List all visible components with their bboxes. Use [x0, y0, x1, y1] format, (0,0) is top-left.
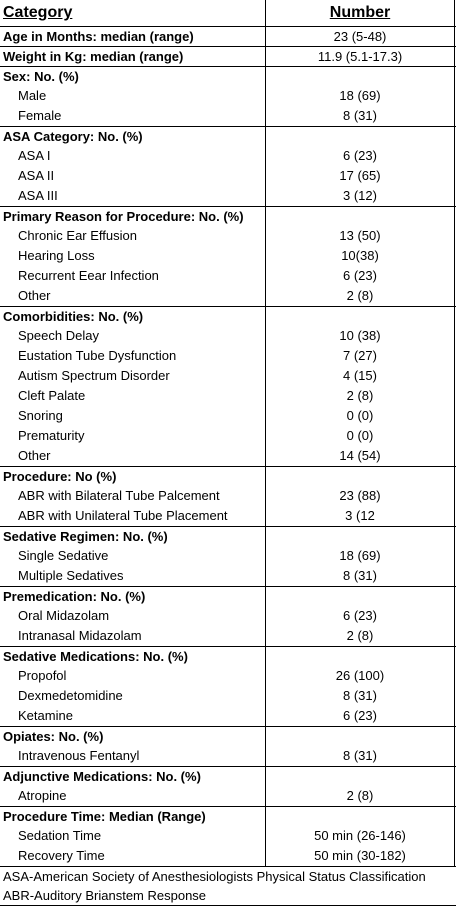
footnote-text: ABR-Auditory Brianstem Response — [3, 888, 207, 903]
row-label: Multiple Sedatives — [0, 566, 266, 586]
row-label: Cleft Palate — [0, 386, 266, 406]
row-value: 8 (31) — [266, 106, 455, 126]
table-row — [0, 486, 456, 506]
row-value — [266, 307, 455, 327]
table-row — [0, 366, 456, 386]
section-header-row — [0, 586, 456, 606]
table-row — [0, 386, 456, 406]
row-label: Chronic Ear Effusion — [0, 226, 266, 246]
table-row — [0, 626, 456, 646]
section-header-row — [0, 526, 456, 546]
table-row — [0, 406, 456, 426]
row-value: 17 (65) — [266, 166, 455, 186]
section-header-row — [0, 66, 456, 86]
row-label: Intravenous Fentanyl — [0, 746, 266, 766]
section-header-row — [0, 766, 456, 786]
row-value — [266, 727, 455, 747]
row-label: Sedative Regimen: No. (%) — [0, 527, 266, 547]
row-value: 11.9 (5.1-17.3) — [266, 47, 455, 67]
row-label: Oral Midazolam — [0, 606, 266, 626]
table-row — [0, 266, 456, 286]
row-label: Speech Delay — [0, 326, 266, 346]
table-row — [0, 326, 456, 346]
row-label: Single Sedative — [0, 546, 266, 566]
table-row — [0, 86, 456, 106]
row-label: Snoring — [0, 406, 266, 426]
row-label: Ketamine — [0, 706, 266, 726]
row-value: 2 (8) — [266, 626, 455, 646]
table-header — [0, 0, 456, 26]
row-value: 2 (8) — [266, 786, 455, 806]
row-value: 6 (23) — [266, 146, 455, 166]
row-value — [266, 527, 455, 547]
table-row — [0, 846, 456, 866]
row-label: Dexmedetomidine — [0, 686, 266, 706]
row-label: Procedure: No (%) — [0, 467, 266, 487]
table-row — [0, 506, 456, 526]
row-label: ASA II — [0, 166, 266, 186]
footnote-row — [0, 886, 456, 906]
table-row — [0, 566, 456, 586]
table-row — [0, 606, 456, 626]
row-label: Eustation Tube Dysfunction — [0, 346, 266, 366]
row-label: Weight in Kg: median (range) — [0, 47, 266, 67]
row-value: 8 (31) — [266, 566, 455, 586]
section-header-row — [0, 646, 456, 666]
row-label: Propofol — [0, 666, 266, 686]
row-label: Male — [0, 86, 266, 106]
table-row — [0, 146, 456, 166]
row-label: Atropine — [0, 786, 266, 806]
row-value: 0 (0) — [266, 406, 455, 426]
table-row — [0, 686, 456, 706]
row-label: Autism Spectrum Disorder — [0, 366, 266, 386]
row-label: Prematurity — [0, 426, 266, 446]
section-header-row — [0, 26, 456, 46]
row-value: 8 (31) — [266, 746, 455, 766]
row-label: Other — [0, 446, 266, 466]
table-row — [0, 166, 456, 186]
footnote-row — [0, 866, 456, 886]
section-header-row — [0, 806, 456, 826]
row-value: 0 (0) — [266, 426, 455, 446]
row-value: 23 (5-48) — [266, 27, 455, 47]
table-row — [0, 666, 456, 686]
section-header-row — [0, 46, 456, 66]
row-value — [266, 767, 455, 787]
row-value: 18 (69) — [266, 546, 455, 566]
row-value: 6 (23) — [266, 706, 455, 726]
row-value: 3 (12 — [266, 506, 455, 526]
section-header-row — [0, 726, 456, 746]
row-value: 13 (50) — [266, 226, 455, 246]
row-label: ASA Category: No. (%) — [0, 127, 266, 147]
table-row — [0, 786, 456, 806]
row-label: Procedure Time: Median (Range) — [0, 807, 266, 827]
row-value: 18 (69) — [266, 86, 455, 106]
row-value — [266, 807, 455, 827]
row-label: Adjunctive Medications: No. (%) — [0, 767, 266, 787]
row-value: 10(38) — [266, 246, 455, 266]
row-value: 7 (27) — [266, 346, 455, 366]
table-row — [0, 106, 456, 126]
row-label: Intranasal Midazolam — [0, 626, 266, 646]
table-row — [0, 246, 456, 266]
row-value: 6 (23) — [266, 266, 455, 286]
row-value: 2 (8) — [266, 286, 455, 306]
table-row — [0, 226, 456, 246]
row-value — [266, 127, 455, 147]
table-row — [0, 286, 456, 306]
row-label: Recurrent Eear Infection — [0, 266, 266, 286]
row-value — [266, 587, 455, 607]
row-value: 6 (23) — [266, 606, 455, 626]
row-label: Recovery Time — [0, 846, 266, 866]
row-value: 10 (38) — [266, 326, 455, 346]
row-label: Sex: No. (%) — [0, 67, 266, 87]
row-value: 50 min (26-146) — [266, 826, 455, 846]
table-row — [0, 446, 456, 466]
table-row — [0, 426, 456, 446]
row-value: 2 (8) — [266, 386, 455, 406]
row-label: ABR with Unilateral Tube Placement — [0, 506, 266, 526]
table-row — [0, 826, 456, 846]
category-column-header: Category — [0, 0, 266, 26]
row-value — [266, 207, 455, 227]
row-value: 14 (54) — [266, 446, 455, 466]
table-row — [0, 346, 456, 366]
row-label: ABR with Bilateral Tube Palcement — [0, 486, 266, 506]
section-header-row — [0, 206, 456, 226]
table-body — [0, 26, 456, 866]
row-label: Primary Reason for Procedure: No. (%) — [0, 207, 266, 227]
table-row — [0, 706, 456, 726]
table-row — [0, 746, 456, 766]
footnote-text: ASA-American Society of Anesthesiologists Physical Status Classification — [3, 869, 426, 884]
row-label: Sedation Time — [0, 826, 266, 846]
row-value — [266, 647, 455, 667]
row-value: 3 (12) — [266, 186, 455, 206]
row-label: Other — [0, 286, 266, 306]
section-header-row — [0, 306, 456, 326]
table-row — [0, 186, 456, 206]
row-label: ASA III — [0, 186, 266, 206]
footnotes — [0, 866, 456, 906]
number-column-header: Number — [266, 0, 455, 26]
row-value: 23 (88) — [266, 486, 455, 506]
row-value: 8 (31) — [266, 686, 455, 706]
section-header-row — [0, 466, 456, 486]
row-value: 26 (100) — [266, 666, 455, 686]
row-label: Sedative Medications: No. (%) — [0, 647, 266, 667]
table-row — [0, 546, 456, 566]
section-header-row — [0, 126, 456, 146]
row-label: Age in Months: median (range) — [0, 27, 266, 47]
row-label: Comorbidities: No. (%) — [0, 307, 266, 327]
row-label: Female — [0, 106, 266, 126]
row-label: Hearing Loss — [0, 246, 266, 266]
row-value: 50 min (30-182) — [266, 846, 455, 866]
row-value: 4 (15) — [266, 366, 455, 386]
row-value — [266, 67, 455, 87]
row-label: ASA I — [0, 146, 266, 166]
row-value — [266, 467, 455, 487]
row-label: Premedication: No. (%) — [0, 587, 266, 607]
row-label: Opiates: No. (%) — [0, 727, 266, 747]
